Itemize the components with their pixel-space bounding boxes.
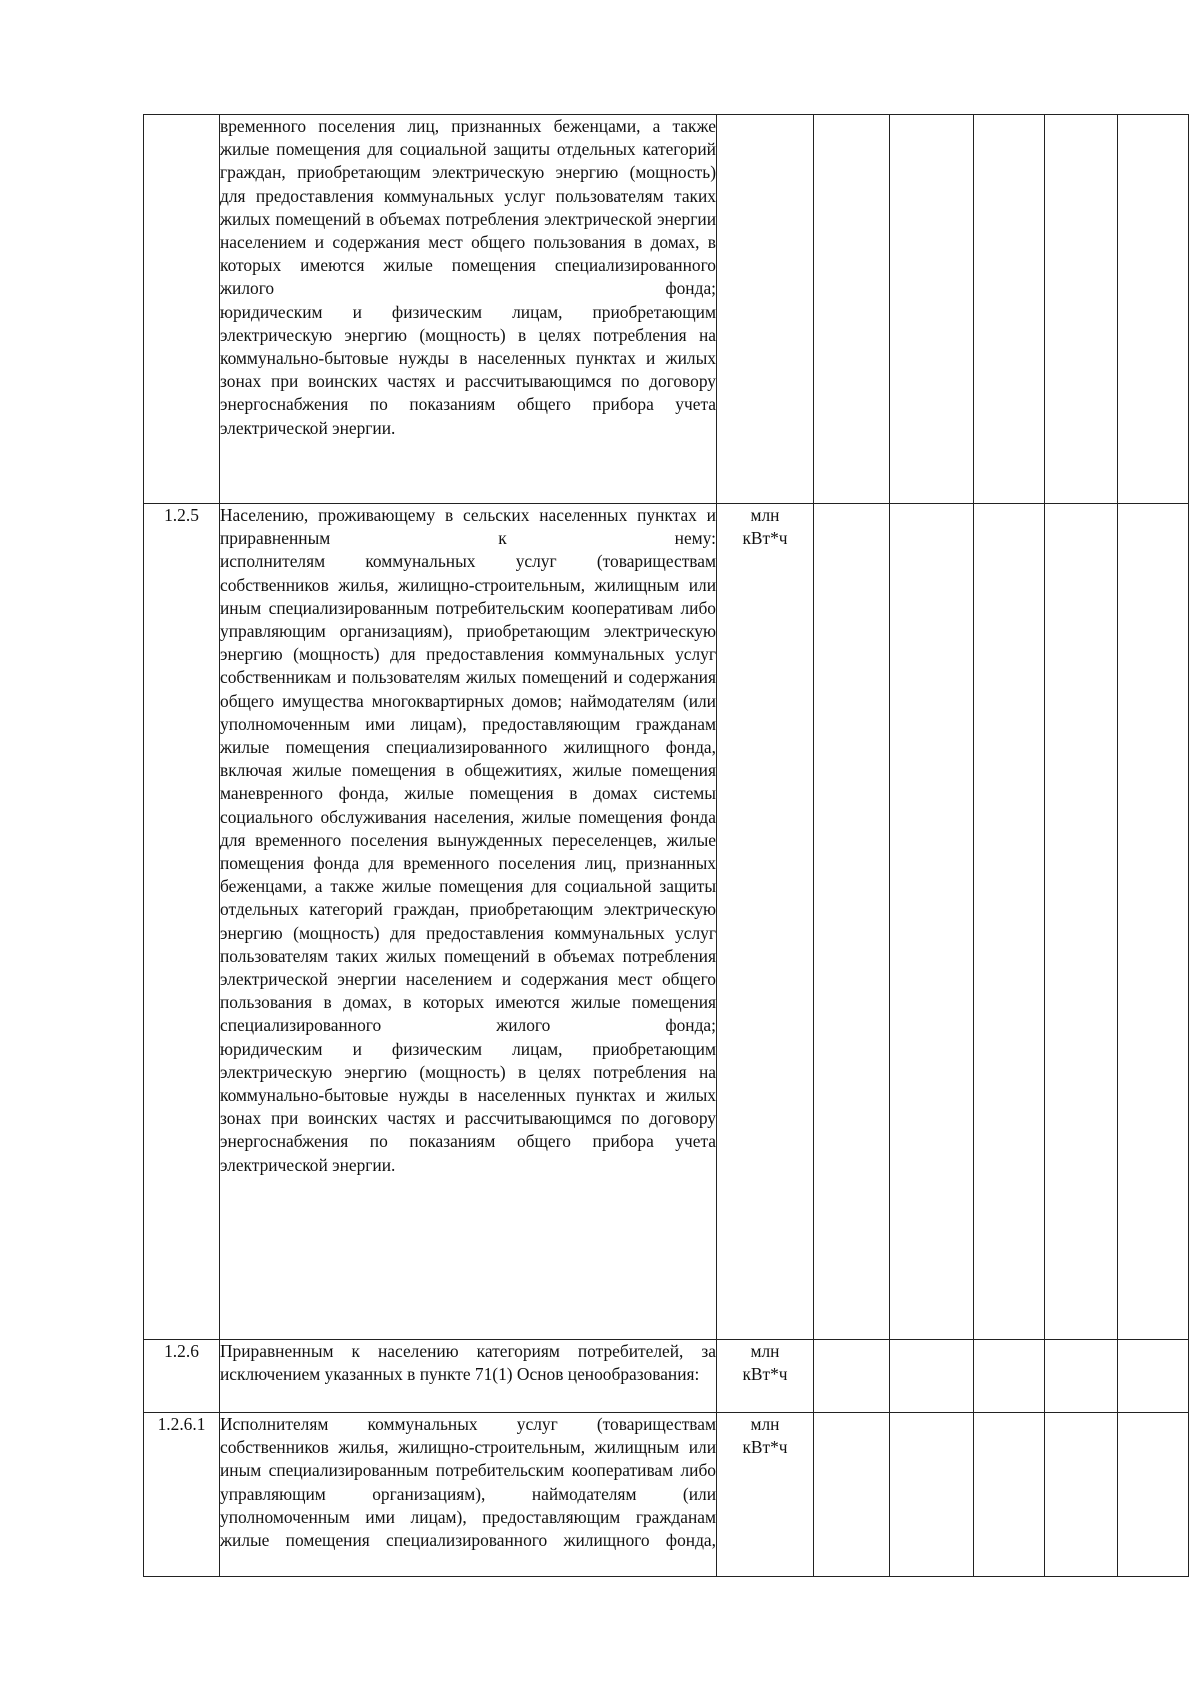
table-row	[144, 115, 1189, 504]
description-paragraph: временного поселения лиц, признанных беженцами, а также жилые помещения для социальной защиты отдельных категорий граждан, приобретающим электрическую энергию (мощность) для предоставления коммунальных услуг пользователям таких жилых помещений в объемах потребления электрической энергии населением и содержания мест общего пользования в домах, в которых имеются жилые помещения специализированного жилого фонда;	[220, 116, 716, 299]
value-cell	[1118, 1413, 1189, 1577]
value-cell	[974, 1340, 1045, 1413]
value-cell	[890, 1340, 974, 1413]
row-description	[220, 1413, 717, 1577]
table-row	[144, 1340, 1189, 1413]
value-cell	[974, 115, 1045, 504]
value-cell	[814, 1413, 890, 1577]
value-cell	[974, 1413, 1045, 1577]
row-unit	[717, 1340, 814, 1413]
value-cell	[890, 1413, 974, 1577]
row-number	[144, 115, 220, 504]
row-unit	[717, 115, 814, 504]
description-paragraph: Исполнителям коммунальных услуг (товариществам собственников жилья, жилищно-строительным, жилищным или иным специализированным потребительским кооперативам либо управляющим организациям), наймодателям (или уполномоченным ими лицам), предоставляющим гражданам жилые помещения специализированного жилищного фонда,	[220, 1414, 716, 1551]
unit-label: млн кВт*ч	[742, 1341, 788, 1385]
unit-label: млн кВт*ч	[742, 1414, 788, 1458]
value-cell	[890, 115, 974, 504]
value-cell	[1045, 504, 1118, 1340]
value-cell	[814, 115, 890, 504]
value-cell	[1118, 1340, 1189, 1413]
value-cell	[1045, 1340, 1118, 1413]
value-cell	[814, 504, 890, 1340]
row-description	[220, 504, 717, 1340]
value-cell	[1045, 1413, 1118, 1577]
value-cell	[974, 504, 1045, 1340]
value-cell	[890, 504, 974, 1340]
description-paragraph: юридическим и физическим лицам, приобретающим электрическую энергию (мощность) в целях потребления на коммунально-бытовые нужды в населенных пунктах и жилых зонах при воинских частях и рассчитывающимся по договору энергоснабжения по показаниям общего прибора учета электрической энергии.	[220, 301, 716, 438]
row-description	[220, 1340, 717, 1413]
value-cell	[1118, 115, 1189, 504]
row-number: 1.2.6.1	[144, 1413, 220, 1577]
description-paragraph: юридическим и физическим лицам, приобретающим электрическую энергию (мощность) в целях потребления на коммунально-бытовые нужды в населенных пунктах и жилых зонах при воинских частях и рассчитывающимся по договору энергоснабжения по показаниям общего прибора учета электрической энергии.	[220, 1038, 716, 1175]
value-cell	[814, 1340, 890, 1413]
row-unit	[717, 1413, 814, 1577]
row-description	[220, 115, 717, 504]
table-row	[144, 504, 1189, 1340]
value-cell	[1045, 115, 1118, 504]
description-paragraph: исполнителям коммунальных услуг (товариществам собственников жилья, жилищно-строительным, жилищным или иным специализированным потребительским кооперативам либо управляющим организациям), приобретающим электрическую энергию (мощность) для предоставления коммунальных услуг собственникам и пользователям жилых помещений и содержания общего имущества многоквартирных домов; наймодателям (или уполномоченным ими лицам), предоставляющим гражданам жилые помещения специализированного жилищного фонда, включая жилые помещения в общежитиях, жилые помещения маневренного фонда, жилые помещения в домах системы социального обслуживания населения, жилые помещения фонда для временного поселения вынужденных переселенцев, жилые помещения фонда для временного поселения лиц, признанных беженцами, а также жилые помещения для социальной защиты отдельных категорий граждан, приобретающим электрическую энергию (мощность) для предоставления коммунальных услуг пользователям таких жилых помещений в объемах потребления электрической энергии населением и содержания мест общего пользования в домах, в которых имеются жилые помещения специализированного жилого фонда;	[220, 551, 716, 1036]
row-number: 1.2.6	[144, 1340, 220, 1413]
description-paragraph: Приравненным к населению категориям потребителей, за исключением указанных в пункте 71(1) Основ ценообразования:	[220, 1341, 716, 1385]
table-row	[144, 1413, 1189, 1577]
description-paragraph: Населению, проживающему в сельских населенных пунктах и приравненным к нему:	[220, 505, 716, 549]
unit-label: млн кВт*ч	[742, 505, 788, 549]
row-unit	[717, 504, 814, 1340]
value-cell	[1118, 504, 1189, 1340]
tariff-table	[143, 114, 1189, 1577]
row-number: 1.2.5	[144, 504, 220, 1340]
